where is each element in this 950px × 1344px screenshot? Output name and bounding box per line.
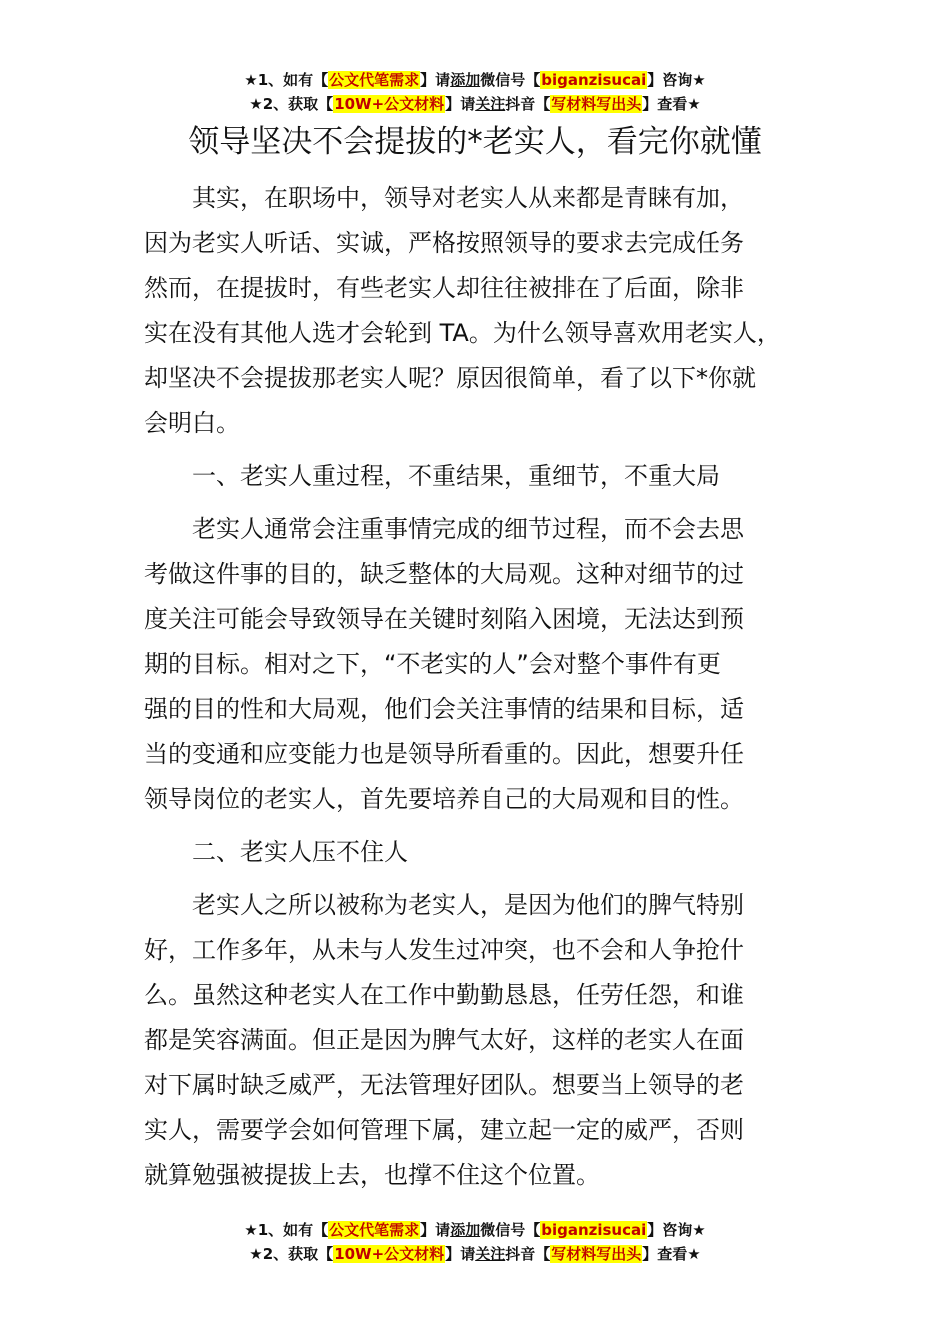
banner-text: 】咨询★ (647, 1221, 706, 1239)
text-line: 期的目标。相对之下，“不老实的人”会对整个事件有更 (144, 650, 721, 678)
banner-text: 】请 (420, 1221, 451, 1239)
banner-text: 】查看★ (642, 95, 701, 113)
paragraph (144, 507, 830, 822)
text-line: 就算勉强被提拔上去，也撑不住这个位置。 (144, 1161, 600, 1189)
paragraph (144, 830, 830, 875)
paragraph (144, 883, 830, 1198)
text-line: 都是笑容满面。但正是因为脾气太好，这样的老实人在面 (144, 1026, 744, 1054)
banner-text: ★1、如有【 (244, 71, 329, 89)
text-line: 当的变通和应变能力也是领导所看重的。因此，想要升任 (144, 740, 744, 768)
text-line: 度关注可能会导致领导在关键时刻陷入困境，无法达到预 (144, 605, 744, 633)
banner-text: 抖音【 (505, 1245, 551, 1263)
document-body (144, 176, 830, 1206)
banner-underlined-text: 添加 (450, 1221, 481, 1239)
banner-line-2 (0, 1242, 950, 1266)
paragraph (144, 454, 830, 499)
text-line: 对下属时缺乏威严，无法管理好团队。想要当上领导的老 (144, 1071, 744, 1099)
text-line: 老实人之所以被称为老实人，是因为他们的脾气特别 (192, 891, 744, 919)
banner-underlined-text: 关注 (475, 1245, 506, 1263)
banner-text: 微信号【 (480, 71, 541, 89)
paragraph (144, 176, 830, 446)
highlight-materials: 10W+公文材料 (334, 1245, 445, 1263)
banner-text: 】请 (445, 1245, 476, 1263)
banner-line-1 (0, 1218, 950, 1242)
highlight-service: 公文代笔需求 (329, 1221, 420, 1239)
text-line: 其实，在职场中，领导对老实人从来都是青睐有加， (192, 184, 744, 212)
banner-text: ★1、如有【 (244, 1221, 329, 1239)
highlight-douyin-account: 写材料写出头 (551, 1245, 642, 1263)
text-line: 会明白。 (144, 409, 240, 437)
banner-underlined-text: 关注 (475, 95, 506, 113)
banner-text: 】请 (445, 95, 476, 113)
banner-text: ★2、获取【 (249, 95, 334, 113)
header-banner (0, 68, 950, 116)
document-title: 领导坚决不会提拔的*老实人，看完你就懂 (188, 124, 762, 160)
text-line: 然而，在提拔时，有些老实人却往往被排在了后面，除非 (144, 274, 744, 302)
text-line: 老实人通常会注重事情完成的细节过程，而不会去思 (192, 515, 744, 543)
highlight-wechat-id: biganzisucai (541, 71, 647, 89)
footer-banner (0, 1218, 950, 1266)
banner-text: 】查看★ (642, 1245, 701, 1263)
banner-text: 】咨询★ (647, 71, 706, 89)
banner-text: 微信号【 (480, 1221, 541, 1239)
banner-text: 抖音【 (505, 95, 551, 113)
text-line: 实人，需要学会如何管理下属，建立起一定的威严，否则 (144, 1116, 744, 1144)
banner-line-1 (0, 68, 950, 92)
text-line: 二、老实人压不住人 (192, 838, 408, 866)
text-line: 一、老实人重过程，不重结果，重细节，不重大局 (192, 462, 720, 490)
banner-text: ★2、获取【 (249, 1245, 334, 1263)
highlight-materials: 10W+公文材料 (334, 95, 445, 113)
highlight-douyin-account: 写材料写出头 (551, 95, 642, 113)
text-line: 强的目的性和大局观，他们会关注事情的结果和目标，适 (144, 695, 744, 723)
text-line: 么。虽然这种老实人在工作中勤勤恳恳，任劳任怨，和谁 (144, 981, 744, 1009)
text-line: 考做这件事的目的，缺乏整体的大局观。这种对细节的过 (144, 560, 744, 588)
banner-line-2 (0, 92, 950, 116)
highlight-wechat-id: biganzisucai (541, 1221, 647, 1239)
text-line: 却坚决不会提拔那老实人呢？原因很简单，看了以下*你就 (144, 364, 756, 392)
banner-underlined-text: 添加 (450, 71, 481, 89)
text-line: 领导岗位的老实人，首先要培养自己的大局观和目的性。 (144, 785, 744, 813)
highlight-service: 公文代笔需求 (329, 71, 420, 89)
banner-text: 】请 (420, 71, 451, 89)
text-line: 好，工作多年，从未与人发生过冲突，也不会和人争抢什 (144, 936, 744, 964)
text-line: 实在没有其他人选才会轮到 TA。为什么领导喜欢用老实人， (144, 319, 781, 347)
text-line: 因为老实人听话、实诚，严格按照领导的要求去完成任务 (144, 229, 744, 257)
